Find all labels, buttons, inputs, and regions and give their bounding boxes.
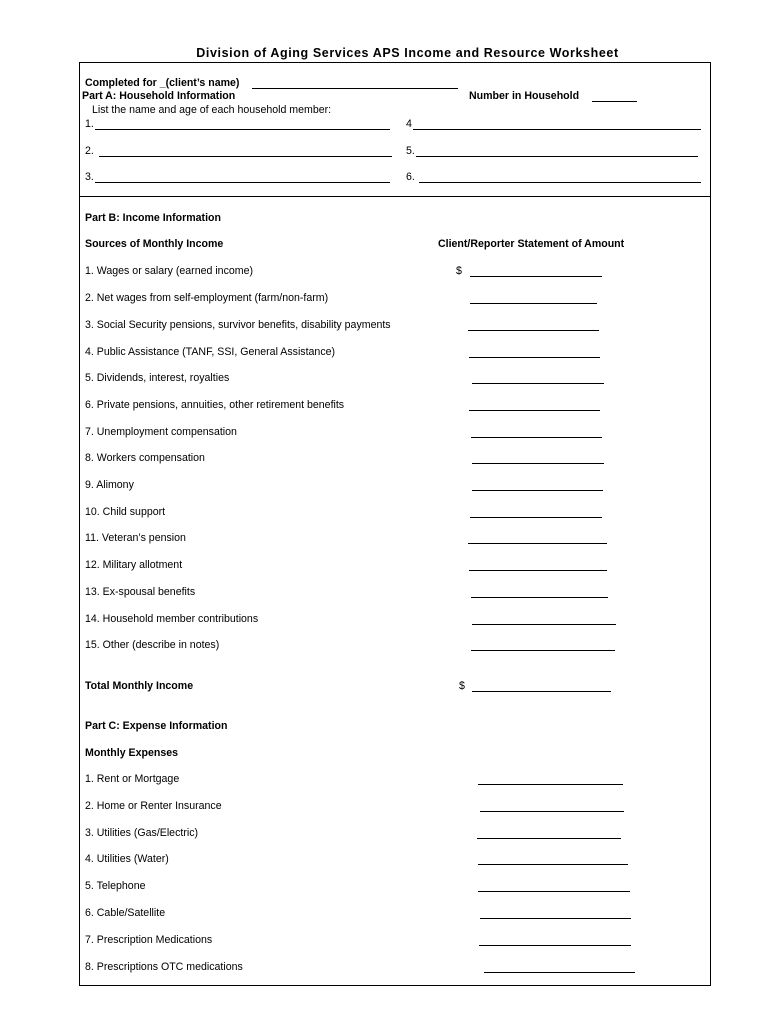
household-instruction: List the name and age of each household member: [92,104,332,116]
expense-amount-field[interactable] [480,918,631,919]
member-number: 2. [85,145,94,157]
expense-item: 3. Utilities (Gas/Electric) [85,827,199,839]
member-number: 1. [85,118,94,130]
income-amount-field[interactable] [472,490,603,491]
expense-amount-field[interactable] [484,972,635,973]
income-item: 9. Alimony [85,479,134,491]
member-6-field[interactable] [419,182,701,183]
expense-amount-field[interactable] [478,864,628,865]
expense-amount-field[interactable] [480,811,624,812]
income-item: 13. Ex-spousal benefits [85,586,196,598]
amount-column-header: Client/Reporter Statement of Amount [438,238,625,250]
member-4-field[interactable] [413,129,701,130]
income-item: 3. Social Security pensions, survivor benefits, disability payments [85,319,391,331]
total-income-label: Total Monthly Income [85,680,194,692]
income-item: 8. Workers compensation [85,452,205,464]
expense-item: 2. Home or Renter Insurance [85,800,222,812]
income-amount-field[interactable] [469,357,600,358]
section-divider [79,196,711,197]
monthly-expenses-header: Monthly Expenses [85,747,179,759]
part-a-heading: Part A: Household Information [82,90,236,102]
member-number: 4 [406,118,412,130]
income-sources-header: Sources of Monthly Income [85,238,224,250]
expense-item: 8. Prescriptions OTC medications [85,961,243,973]
expense-amount-field[interactable] [478,891,630,892]
member-2-field[interactable] [99,156,392,157]
income-amount-field[interactable] [471,650,615,651]
expense-amount-field[interactable] [479,945,631,946]
expense-amount-field[interactable] [477,838,621,839]
income-amount-field[interactable] [470,276,602,277]
expense-item: 7. Prescription Medications [85,934,213,946]
member-3-field[interactable] [95,182,390,183]
member-number: 3. [85,171,94,183]
part-b-heading: Part B: Income Information [85,212,221,224]
completed-for-label: Completed for _(client’s name) [85,77,240,89]
client-name-field[interactable] [252,88,458,89]
member-number: 5. [406,145,415,157]
income-item: 6. Private pensions, annuities, other retirement benefits [85,399,345,411]
income-amount-field[interactable] [469,570,607,571]
income-amount-field[interactable] [472,463,604,464]
income-item: 2. Net wages from self-employment (farm/non-farm) [85,292,329,304]
income-amount-field[interactable] [472,624,616,625]
income-amount-field[interactable] [469,410,600,411]
number-in-household-field[interactable] [592,101,637,102]
income-amount-field[interactable] [471,437,602,438]
member-1-field[interactable] [95,129,390,130]
income-item: 7. Unemployment compensation [85,426,237,438]
income-item: 10. Child support [85,506,166,518]
dollar-sign: $ [459,680,465,692]
income-item: 4. Public Assistance (TANF, SSI, General Assistance) [85,346,336,358]
income-item: 5. Dividends, interest, royalties [85,372,230,384]
income-item: 1. Wages or salary (earned income) [85,265,253,277]
income-amount-field[interactable] [468,543,607,544]
income-item: 15. Other (describe in notes) [85,639,220,651]
part-c-heading: Part C: Expense Information [85,720,228,732]
member-number: 6. [406,171,415,183]
income-amount-field[interactable] [470,303,597,304]
total-income-field[interactable] [472,691,611,692]
number-in-household-label: Number in Household [469,90,580,102]
income-item: 11. Veteran’s pension [85,532,186,544]
dollar-sign: $ [456,265,462,277]
form-frame [79,62,711,986]
income-amount-field[interactable] [471,597,608,598]
income-amount-field[interactable] [470,517,602,518]
income-item: 12. Military allotment [85,559,183,571]
expense-item: 5. Telephone [85,880,146,892]
expense-item: 4. Utilities (Water) [85,853,169,865]
expense-item: 1. Rent or Mortgage [85,773,180,785]
income-amount-field[interactable] [472,383,604,384]
expense-amount-field[interactable] [478,784,623,785]
expense-item: 6. Cable/Satellite [85,907,166,919]
income-amount-field[interactable] [468,330,599,331]
member-5-field[interactable] [416,156,698,157]
form-title: Division of Aging Services APS Income and Resource Worksheet [196,46,619,60]
income-item: 14. Household member contributions [85,613,259,625]
